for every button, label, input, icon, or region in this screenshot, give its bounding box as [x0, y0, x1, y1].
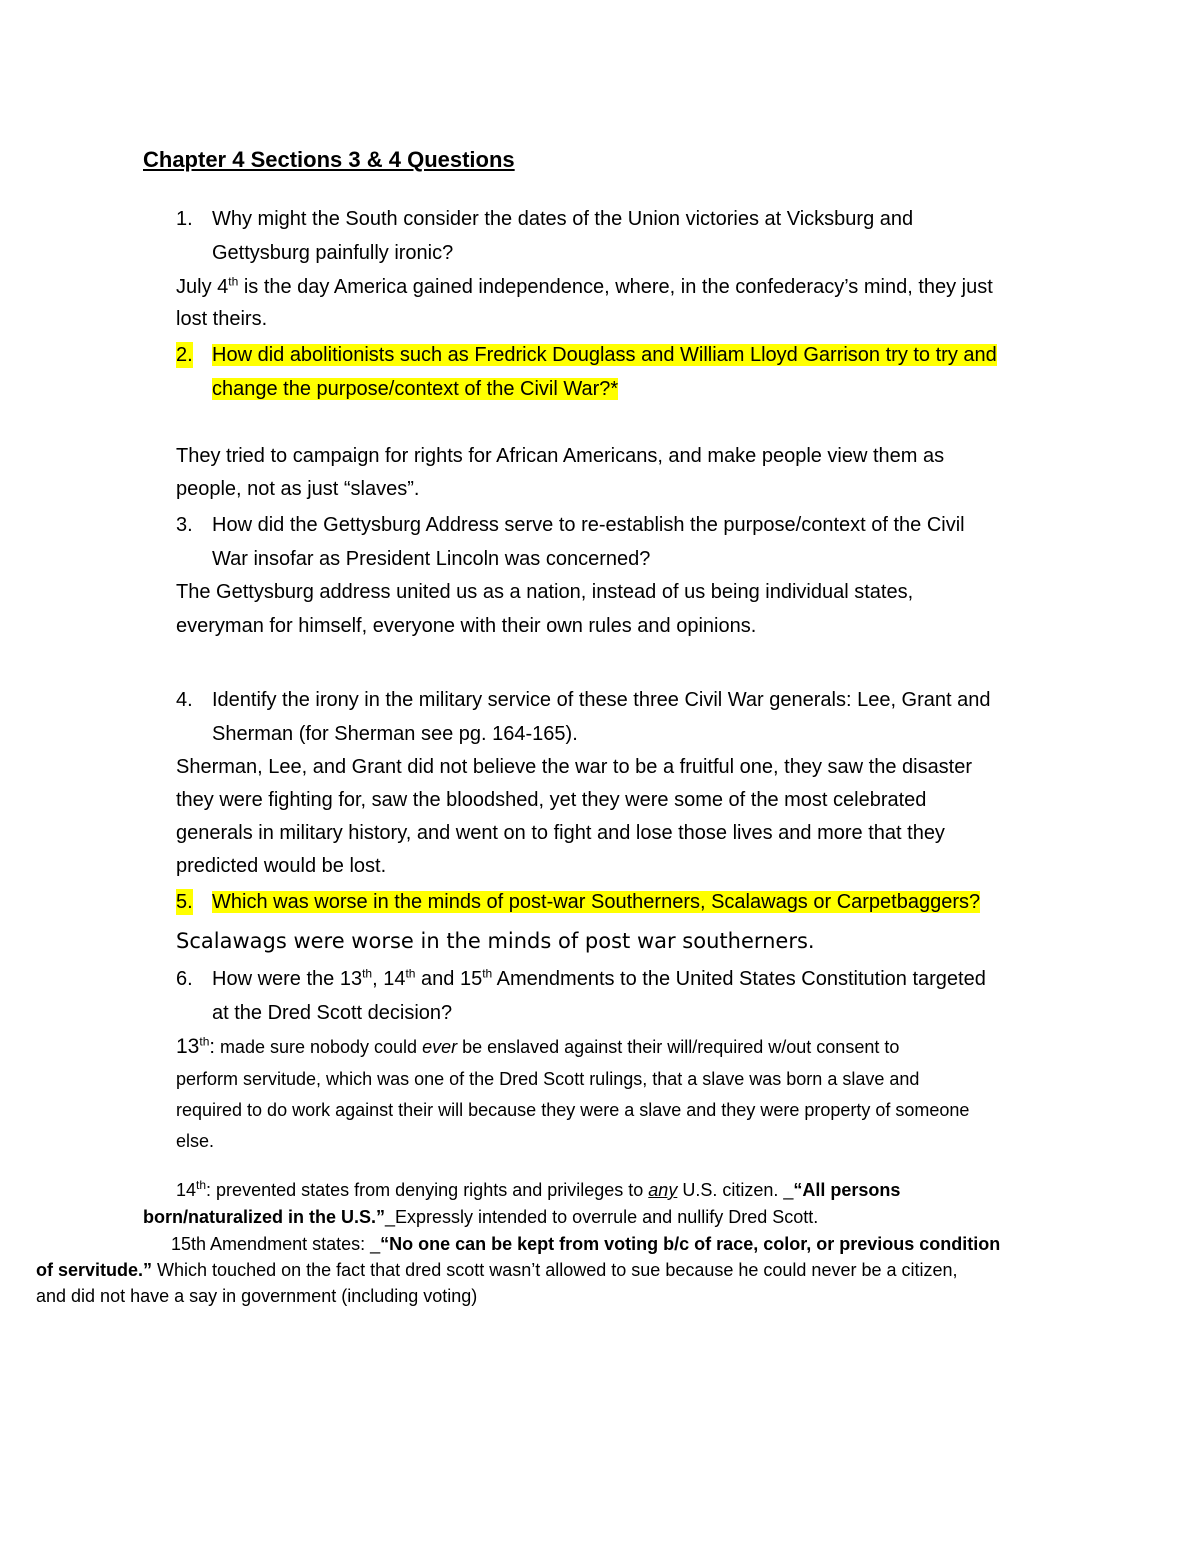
- answer-5-line-1: Scalawags were worse in the minds of post war southerners.: [176, 929, 815, 953]
- question-6-line-1: How were the 13th, 14th and 15th Amendments to the United States Constitution targeted: [212, 966, 986, 990]
- question-2-number: 2.: [176, 344, 193, 366]
- answer-4-line-4: predicted would be lost.: [176, 855, 387, 877]
- answer-6-line-1: 13th: made sure nobody could ever be enslaved against their will/required w/out consent to: [176, 1034, 900, 1058]
- answer-4-line-2: they were fighting for, saw the bloodshed, yet they were some of the most celebrated: [176, 789, 927, 811]
- question-5-number: 5.: [176, 891, 193, 913]
- question-5-line-1: Which was worse in the minds of post-war Southerners, Scalawags or Carpetbaggers?: [212, 891, 981, 913]
- question-6-number: 6.: [176, 968, 193, 990]
- question-6-line-2: at the Dred Scott decision?: [212, 1002, 453, 1024]
- question-1-number: 1.: [176, 208, 193, 230]
- question-3-line-2: War insofar as President Lincoln was concerned?: [212, 548, 651, 570]
- answer-6-line-4: else.: [176, 1131, 215, 1151]
- question-4-line-2: Sherman (for Sherman see pg. 164-165).: [212, 723, 578, 745]
- answer-4-line-3: generals in military history, and went on to fight and lose those lives and more that they: [176, 822, 945, 844]
- question-4-line-1: Identify the irony in the military service of these three Civil War generals: Lee, Grant and: [212, 689, 991, 711]
- amendment-15-line-2: of servitude.” Which touched on the fact that dred scott wasn’t allowed to sue because he could never be a citizen,: [36, 1260, 958, 1280]
- page-title: Chapter 4 Sections 3 & 4 Questions: [143, 147, 515, 172]
- answer-3-line-2: everyman for himself, everyone with their own rules and opinions.: [176, 615, 757, 637]
- amendment-15-line-1: 15th Amendment states: _“No one can be kept from voting b/c of race, color, or previous condition: [171, 1234, 1001, 1254]
- answer-6-line-3: required to do work against their will because they were a slave and they were property of someone: [176, 1100, 970, 1120]
- question-2-line-2: change the purpose/context of the Civil War?*: [212, 378, 619, 400]
- question-1-line-1: Why might the South consider the dates of the Union victories at Vicksburg and: [212, 208, 914, 230]
- question-1-line-2: Gettysburg painfully ironic?: [212, 242, 454, 264]
- amendment-14-line-1: 14th: prevented states from denying rights and privileges to any U.S. citizen. _“All persons: [176, 1178, 901, 1200]
- question-2-line-1: How did abolitionists such as Fredrick Douglass and William Lloyd Garrison try to try and: [212, 344, 997, 366]
- answer-4-line-1: Sherman, Lee, and Grant did not believe the war to be a fruitful one, they saw the disaster: [176, 756, 973, 778]
- answer-1-line-1: July 4th is the day America gained independence, where, in the confederacy’s mind, they just: [176, 274, 993, 298]
- question-3-number: 3.: [176, 514, 193, 536]
- answer-1-line-2: lost theirs.: [176, 308, 268, 330]
- amendment-14-line-2: born/naturalized in the U.S.”_Expressly intended to overrule and nullify Dred Scott.: [143, 1207, 819, 1227]
- amendment-15-line-3: and did not have a say in government (including voting): [36, 1286, 478, 1306]
- answer-6-line-2: perform servitude, which was one of the Dred Scott rulings, that a slave was born a slave and: [176, 1069, 920, 1089]
- question-3-line-1: How did the Gettysburg Address serve to re-establish the purpose/context of the Civil: [212, 514, 965, 536]
- answer-2-line-2: people, not as just “slaves”.: [176, 478, 420, 500]
- answer-2-line-1: They tried to campaign for rights for African Americans, and make people view them as: [176, 445, 945, 467]
- question-4-number: 4.: [176, 689, 193, 711]
- answer-3-line-1: The Gettysburg address united us as a nation, instead of us being individual states,: [176, 581, 914, 603]
